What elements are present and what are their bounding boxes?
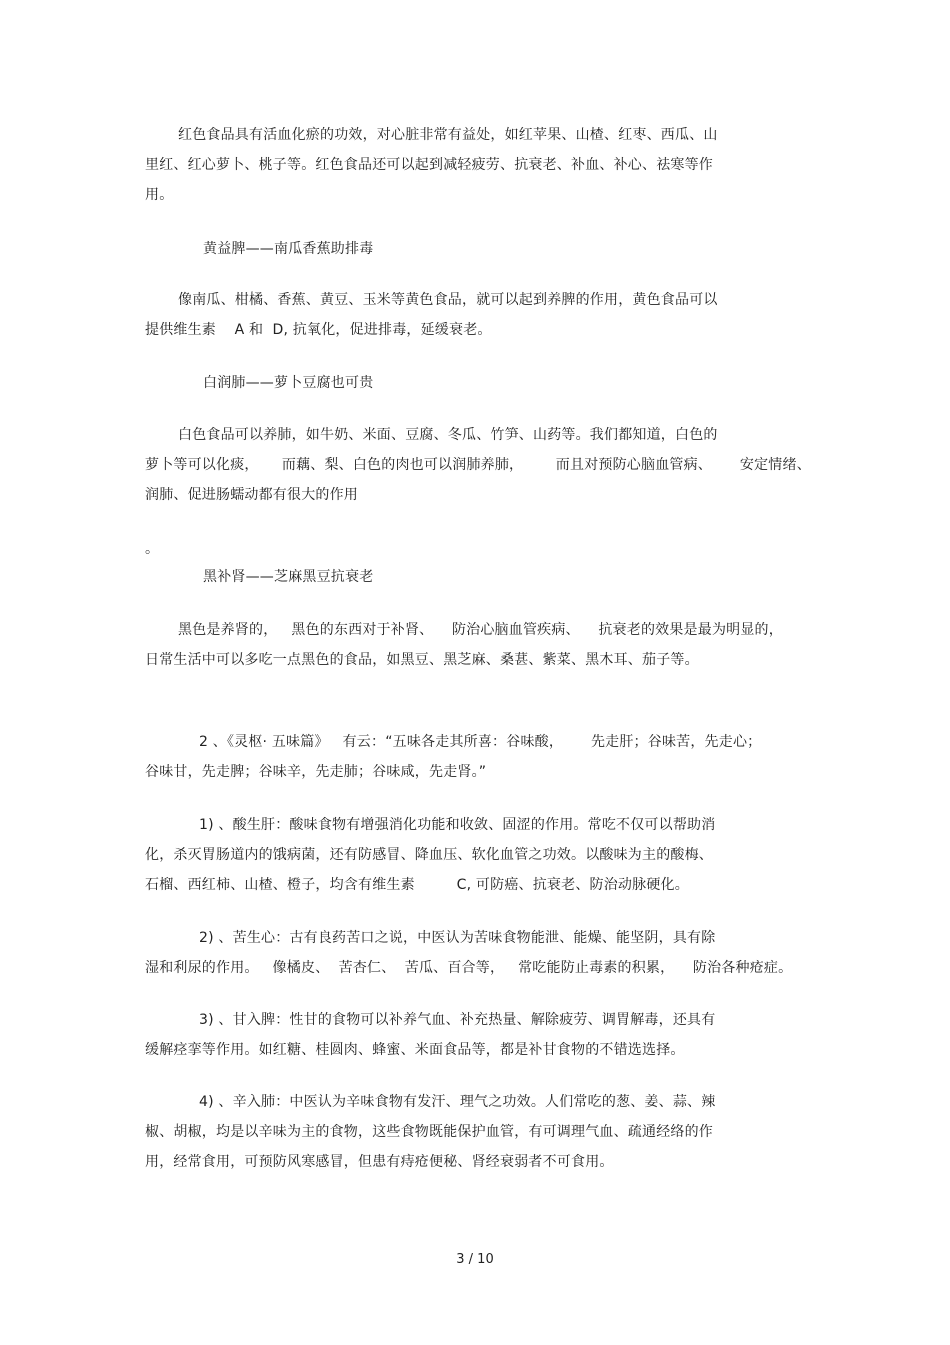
paragraph-sour-line-1: 1) 、酸生肝：酸味食物有增强消化功能和收敛、固涩的作用。常吃不仅可以帮助消 [199, 817, 716, 833]
paragraph-red-line-3: 用。 [145, 187, 174, 203]
paragraph-white-line-1: 白色食品可以养肺，如牛奶、米面、豆腐、冬瓜、竹笋、山药等。我们都知道，白色的 [178, 427, 718, 443]
paragraph-red-line-2: 里红、红心萝卜、桃子等。红色食品还可以起到减轻疲劳、抗衰老、补血、补心、祛寒等作 [145, 157, 713, 173]
paragraph-white-line-4: 。 [145, 541, 160, 557]
paragraph-black-line-1: 黑色是养肾的， 黑色的东西对于补肾、 防治心脑血管疾病、 抗衰老的效果是最为明显的， [178, 622, 783, 638]
paragraph-five-tastes-line-2: 谷味甘，先走脾；谷味辛，先走肺；谷味咸，先走肾。” [145, 764, 487, 780]
paragraph-white-line-3: 润肺、促进肠蠕动都有很大的作用 [145, 487, 358, 503]
paragraph-bitter-line-2: 湿和利尿的作用。 像橘皮、 苦杏仁、 苦瓜、百合等， 常吃能防止毒素的积累， 防治各种疮症。 [145, 960, 793, 976]
paragraph-five-tastes-line-1: 2 、《灵枢· 五味篇》 有云：“五味各走其所喜：谷味酸， 先走肝；谷味苦，先走心； [199, 734, 762, 750]
paragraph-white-line-2: 萝卜等可以化痰， 而藕、梨、白色的肉也可以润肺养肺， 而且对预防心脑血管病、 安定情绪、 [145, 457, 811, 473]
paragraph-red-line-1: 红色食品具有活血化瘀的功效，对心脏非常有益处，如红苹果、山楂、红枣、西瓜、山 [178, 127, 718, 143]
heading-white: 白润肺——萝卜豆腐也可贵 [203, 375, 374, 391]
paragraph-black-line-2: 日常生活中可以多吃一点黑色的食品，如黑豆、黑芝麻、桑葚、紫菜、黑木耳、茄子等。 [145, 652, 699, 668]
paragraph-pungent-line-1: 4) 、辛入肺：中医认为辛味食物有发汗、理气之功效。人们常吃的葱、姜、蒜、辣 [199, 1094, 716, 1110]
paragraph-sour-line-3: 石榴、西红柿、山楂、橙子，均含有维生素 C, 可防癌、抗衰老、防治动脉硬化。 [145, 877, 689, 893]
paragraph-yellow-line-2: 提供维生素 A 和 D, 抗氧化，促进排毒，延缓衰老。 [145, 322, 492, 338]
paragraph-pungent-line-3: 用，经常食用，可预防风寒感冒，但患有痔疮便秘、肾经衰弱者不可食用。 [145, 1154, 614, 1170]
paragraph-pungent-line-2: 椒、胡椒，均是以辛味为主的食物，这些食物既能保护血管，有可调理气血、疏通经络的作 [145, 1124, 713, 1140]
paragraph-yellow-line-1: 像南瓜、柑橘、香蕉、黄豆、玉米等黄色食品，就可以起到养脾的作用，黄色食品可以 [178, 292, 718, 308]
heading-yellow: 黄益脾——南瓜香蕉助排毒 [203, 241, 374, 257]
paragraph-sour-line-2: 化，杀灭胃肠道内的饿病菌，还有防感冒、降血压、软化血管之功效。以酸味为主的酸梅、 [145, 847, 713, 863]
paragraph-bitter-line-1: 2) 、苦生心：古有良药苦口之说，中医认为苦味食物能泄、能燥、能坚阴，具有除 [199, 930, 716, 946]
heading-black: 黑补肾——芝麻黑豆抗衰老 [203, 569, 374, 585]
paragraph-sweet-line-2: 缓解痉挛等作用。如红糖、桂圆肉、蜂蜜、米面食品等，都是补甘食物的不错选选择。 [145, 1042, 685, 1058]
paragraph-sweet-line-1: 3) 、甘入脾：性甘的食物可以补养气血、补充热量、解除疲劳、调胃解毒，还具有 [199, 1012, 716, 1028]
page-number: 3 / 10 [456, 1252, 494, 1267]
